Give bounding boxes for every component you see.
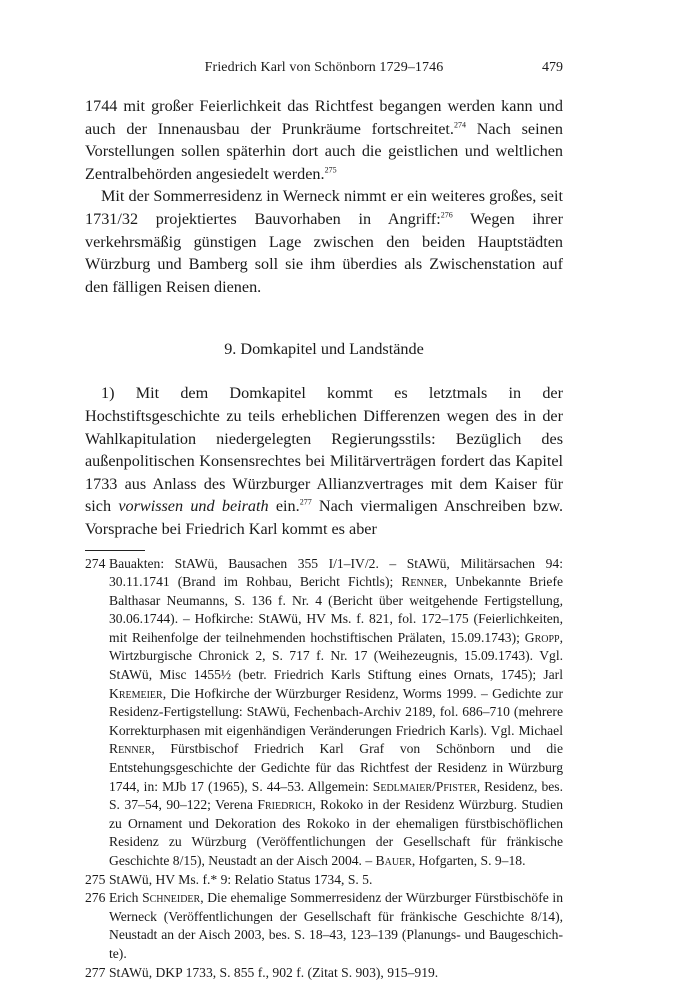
footnote-text: Erich: [109, 890, 143, 906]
footnote-number: 275: [85, 871, 106, 887]
paragraph-1-text-cont: Nach seinen Vorstellungen sollen späterhin dort auch die geistlichen und weltlichen Zentralbehörden angesiedelt werden.: [85, 119, 563, 183]
footnote-277: [85, 964, 563, 983]
footnote-text: , Die ehemalige Sommerresidenz der Würzburger Fürstbischöfe in Werneck (Veröffentlichungen der Gesellschaft für fränkische Geschichte 8/14), Neustadt an der Aisch 2003, bes. S. 18–43, 123–139 (Planungs- und Baugeschichte).: [109, 890, 563, 961]
footnote-text: , Rokoko in der Residenz Würzburg. Studien zu Ornament und Dekoration des Rokoko in der ehemaligen fürstbischöflichen Residenz zu Würzburg (Veröffentlichungen der Gesellschaft für fränkische Geschichte 8/15), Neustadt an der Aisch 2004. –: [109, 797, 564, 868]
author-name: Renner: [109, 741, 152, 757]
body-paragraph-3: [85, 382, 563, 540]
book-page: [85, 60, 563, 982]
author-name: Sedlmaier/Pfister: [372, 778, 477, 794]
footnote-text: , Wirtzburgische Chronick 2, S. 717 f. Nr. 17 (Weihezeugnis, 15.09.1743). Vgl. StAWü, Misc 1455½ (betr. Friedrich Karls Stiftung eines Ornats, 1745); Jarl: [109, 629, 563, 683]
footnote-ref-274[interactable]: 274: [453, 120, 466, 130]
footnote-ref-277[interactable]: 277: [299, 497, 312, 507]
paragraph-3-text-end: Nach viermaligen Anschreiben bzw. Vorsprache bei Friedrich Karl kommt es aber: [85, 497, 564, 538]
running-head: [85, 60, 563, 80]
author-name: Gropp: [524, 629, 560, 645]
footnote-276: [85, 889, 563, 963]
paragraph-3-text-cont: ein.: [268, 497, 300, 516]
body-paragraph-2: [85, 185, 563, 298]
footnote-text: StAWü, DKP 1733, S. 855 f., 902 f. (Zitat S. 903), 915–919.: [109, 964, 439, 980]
footnote-ref-275[interactable]: 275: [324, 165, 337, 175]
footnote-text: Bauakten: StAWü, Bausachen 355 I/1–IV/2. – StAWü, Militärsachen 94: 30.11.1741 (Brand im Rohbau, Bericht Fichtls);: [109, 555, 563, 590]
footnote-divider: [85, 550, 145, 551]
quoted-phrase: vorwissen und beirath: [118, 497, 269, 516]
footnote-274: [85, 555, 563, 871]
footnote-text: , Unbekannte Briefe Balthasar Neumanns, S. 136 f. Nr. 4 (Bericht über weitgehende Fertigstellung, 30.06.1744). – Hofkirche: StAWü, HV Ms. f. 821, fol. 172–175 (Feierlichkeiten, mit Reihenfolge der teilnehmenden hochstiftischen Prälaten, 15.09.1743);: [109, 574, 563, 645]
footnote-number: 274: [85, 555, 106, 571]
footnote-text: , Hofgarten, S. 9–18.: [411, 853, 526, 868]
footnote-275: [85, 871, 563, 890]
footnote-ref-276[interactable]: 276: [440, 210, 453, 220]
footnote-text: StAWü, HV Ms. f.* 9: Relatio Status 1734, S. 5.: [109, 871, 373, 887]
paragraph-2-text: Mit der Sommerresidenz in Werneck nimmt er ein weiteres großes, seit 1731/32 projektiertes Bauvorhaben in Angriff:: [85, 187, 563, 228]
footnote-text: , Die Hofkirche der Würzburger Residenz, Worms 1999. – Gedichte zur Residenz-Fertigstellung: StAWü, Fechenbach-Archiv 2189, fol. 686–710 (mehrere Korrekturphasen mit eigenhändigen Veränderungen Friedrich Karls). Vgl. Michael: [109, 685, 563, 738]
author-name: Schneider: [142, 890, 201, 906]
footnote-number: 276: [85, 890, 106, 906]
paragraph-1-text: 1744 mit großer Feierlichkeit das Richtfest begangen werden kann und auch der Innenausbau der Prunkräume fortschreitet.: [85, 97, 563, 138]
footnote-text: , Fürstbischof Friedrich Karl Graf von Schönborn und die Entstehungsgeschichte der Gedichte für das Richtfest der Residenz in Würzburg 1744, in: MJb 17 (1965), S. 44–53. Allgemein:: [109, 741, 563, 794]
author-name: Kremeier: [109, 685, 163, 701]
author-name: Friedrich: [257, 797, 313, 813]
author-name: Renner: [401, 574, 444, 590]
footnote-number: 277: [85, 964, 106, 980]
paragraph-2-text-cont: Wegen ihrer verkehrsmäßig günstigen Lage zwischen den beiden Hauptstädten Würzburg und Bamberg soll sie ihm überdies als Zwischenstation auf den fälligen Reisen dienen.: [85, 209, 563, 296]
body-paragraph-1: [85, 95, 563, 185]
page-number: 479: [542, 60, 563, 75]
footnotes: [85, 555, 563, 983]
running-head-title: Friedrich Karl von Schönborn 1729–1746: [204, 60, 444, 75]
author-name: Bauer: [375, 853, 412, 868]
paragraph-3-text: 1) Mit dem Domkapitel kommt es letztmals in der Hochstiftsgeschichte zu teils erheblichen Differenzen wegen des in der Wahlkapitulation niedergelegten Regierungsstils: Bezüglich des außenpolitischen Konsensrechtes bei Militärverträgen fordert das Kapitel 1733 aus Anlass des Würzburger Allianzvertrages mit dem Kaiser für sich: [85, 384, 563, 516]
footnote-text: , Residenz, bes. S. 37–54, 90–122; Verena: [109, 778, 564, 813]
section-heading: 9. Domkapitel und Landstände: [224, 340, 424, 359]
